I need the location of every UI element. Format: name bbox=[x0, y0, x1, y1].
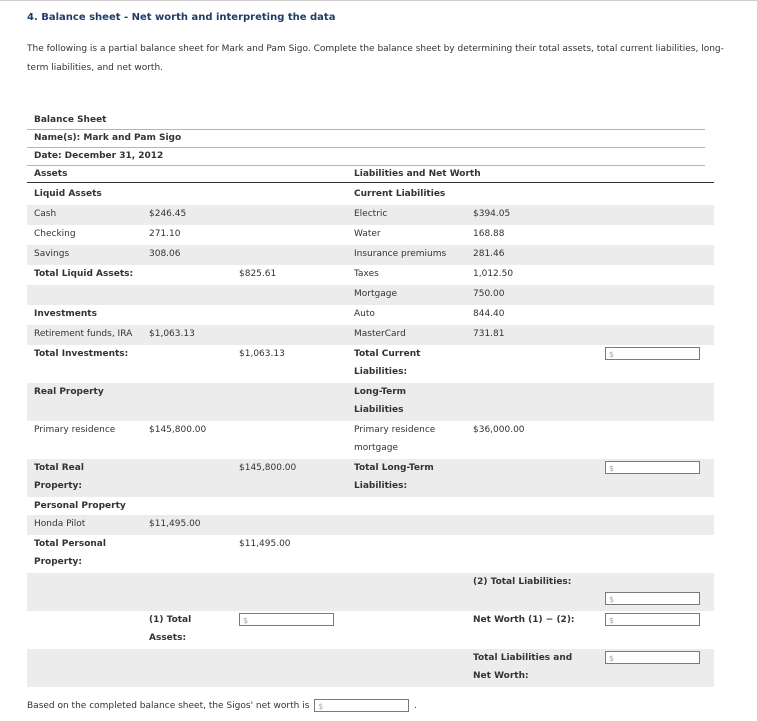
asset-value: $145,800.00 bbox=[149, 425, 207, 435]
liability-label: Water bbox=[354, 229, 381, 239]
liability-value: 281.46 bbox=[473, 249, 505, 259]
liability-label: Liabilities bbox=[354, 405, 404, 415]
footer-text: Based on the completed balance sheet, the Sigos' net worth is bbox=[27, 701, 310, 711]
top-divider bbox=[0, 0, 757, 1]
asset-label: Liquid Assets bbox=[34, 189, 102, 199]
net-worth-question bbox=[27, 699, 417, 712]
asset-label: Honda Pilot bbox=[34, 519, 86, 529]
asset-label: Personal Property bbox=[34, 501, 126, 511]
asset-value: $1,063.13 bbox=[149, 329, 195, 339]
header-underline bbox=[27, 182, 714, 183]
asset-total-label: Total Real bbox=[34, 463, 84, 473]
liability-total-label: Total Current bbox=[354, 349, 421, 359]
liability-value: $36,000.00 bbox=[473, 425, 525, 435]
table-row bbox=[27, 573, 714, 611]
asset-total-label: Total Liquid Assets: bbox=[34, 269, 134, 279]
sheet-title: Balance Sheet bbox=[34, 115, 107, 125]
net-worth-label: Net Worth (1) − (2): bbox=[473, 615, 575, 625]
asset-label: Checking bbox=[34, 229, 76, 239]
table-row bbox=[27, 535, 714, 573]
col-liabilities-header: Liabilities and Net Worth bbox=[354, 169, 481, 179]
asset-label: Retirement funds, IRA bbox=[34, 329, 133, 339]
table-row bbox=[27, 383, 714, 421]
liability-label: Current Liabilities bbox=[354, 189, 446, 199]
liability-value: 844.40 bbox=[473, 309, 505, 319]
net-worth-input[interactable]: $ bbox=[605, 613, 700, 626]
liability-total-label: Total Long-Term bbox=[354, 463, 434, 473]
liability-value: 168.88 bbox=[473, 229, 505, 239]
liability-value: 731.81 bbox=[473, 329, 505, 339]
total-liabilities-input[interactable]: $ bbox=[605, 592, 700, 605]
table-row bbox=[27, 649, 714, 687]
asset-total-value: $1,063.13 bbox=[239, 349, 285, 359]
table-row bbox=[27, 611, 714, 649]
sheet-date-row bbox=[27, 147, 714, 165]
asset-total-value: $825.61 bbox=[239, 269, 277, 279]
asset-label: Savings bbox=[34, 249, 70, 259]
table-row bbox=[27, 205, 714, 225]
liability-label: MasterCard bbox=[354, 329, 406, 339]
table-row bbox=[27, 345, 714, 383]
total-assets-input[interactable]: $ bbox=[239, 613, 334, 626]
table-row bbox=[27, 421, 714, 459]
sheet-names: Name(s): Mark and Pam Sigo bbox=[34, 133, 182, 143]
question-intro: The following is a partial balance sheet for Mark and Pam Sigo. Complete the balance sheet by determining their total assets, total current liabilities, long-term liabilities, and net worth. bbox=[27, 44, 724, 73]
liability-label: Long-Term bbox=[354, 387, 407, 397]
divider bbox=[27, 165, 705, 166]
asset-value: $11,495.00 bbox=[149, 519, 201, 529]
liability-total-label: Liabilities: bbox=[354, 481, 408, 491]
asset-value: 308.06 bbox=[149, 249, 181, 259]
total-current-liabilities-input[interactable]: $ bbox=[605, 347, 700, 360]
table-row bbox=[27, 305, 714, 325]
table-row bbox=[27, 245, 714, 265]
asset-label: Investments bbox=[34, 309, 97, 319]
asset-value: 271.10 bbox=[149, 229, 181, 239]
net-worth-answer-input[interactable]: $ bbox=[314, 699, 409, 712]
table-row bbox=[27, 325, 714, 345]
sheet-date: Date: December 31, 2012 bbox=[34, 151, 164, 161]
table-row bbox=[27, 515, 714, 535]
table-row bbox=[27, 185, 714, 205]
total-liabilities-net-worth-label: Net Worth: bbox=[473, 671, 529, 681]
table-row bbox=[27, 497, 714, 515]
liability-label: mortgage bbox=[354, 443, 398, 453]
asset-total-value: $11,495.00 bbox=[239, 539, 291, 549]
question-title: 4. Balance sheet - Net worth and interpreting the data bbox=[27, 12, 336, 23]
asset-label: Cash bbox=[34, 209, 57, 219]
table-row bbox=[27, 459, 714, 497]
liability-label: Taxes bbox=[354, 269, 379, 279]
asset-total-label: Total Investments: bbox=[34, 349, 129, 359]
total-liabilities-net-worth-label: Total Liabilities and bbox=[473, 653, 573, 663]
liability-total-label: Liabilities: bbox=[354, 367, 408, 377]
asset-total-label: Property: bbox=[34, 557, 82, 567]
liability-label: Primary residence bbox=[354, 425, 436, 435]
liability-label: Electric bbox=[354, 209, 388, 219]
liability-value: 750.00 bbox=[473, 289, 505, 299]
table-row bbox=[27, 225, 714, 245]
total-long-term-liabilities-input[interactable]: $ bbox=[605, 461, 700, 474]
sheet-title-row bbox=[27, 111, 714, 129]
table-row bbox=[27, 285, 714, 305]
divider bbox=[27, 147, 705, 148]
column-header-row bbox=[27, 165, 714, 183]
balance-sheet bbox=[27, 111, 714, 687]
liability-label: Insurance premiums bbox=[354, 249, 447, 259]
liability-value: $394.05 bbox=[473, 209, 511, 219]
total-liabilities-label: (2) Total Liabilities: bbox=[473, 577, 572, 587]
liability-label: Auto bbox=[354, 309, 375, 319]
asset-total-label: Property: bbox=[34, 481, 82, 491]
asset-total-label: Total Personal bbox=[34, 539, 106, 549]
asset-label: Real Property bbox=[34, 387, 104, 397]
liability-value: 1,012.50 bbox=[473, 269, 514, 279]
total-assets-label: (1) Total bbox=[149, 615, 192, 625]
footer-period: . bbox=[414, 701, 418, 711]
asset-total-value: $145,800.00 bbox=[239, 463, 297, 473]
asset-label: Primary residence bbox=[34, 425, 116, 435]
table-row bbox=[27, 265, 714, 285]
total-liabilities-net-worth-input[interactable]: $ bbox=[605, 651, 700, 664]
asset-value: $246.45 bbox=[149, 209, 187, 219]
liability-label: Mortgage bbox=[354, 289, 397, 299]
col-assets-header: Assets bbox=[34, 169, 68, 179]
divider bbox=[27, 129, 705, 130]
total-assets-label: Assets: bbox=[149, 633, 187, 643]
sheet-names-row bbox=[27, 129, 714, 147]
